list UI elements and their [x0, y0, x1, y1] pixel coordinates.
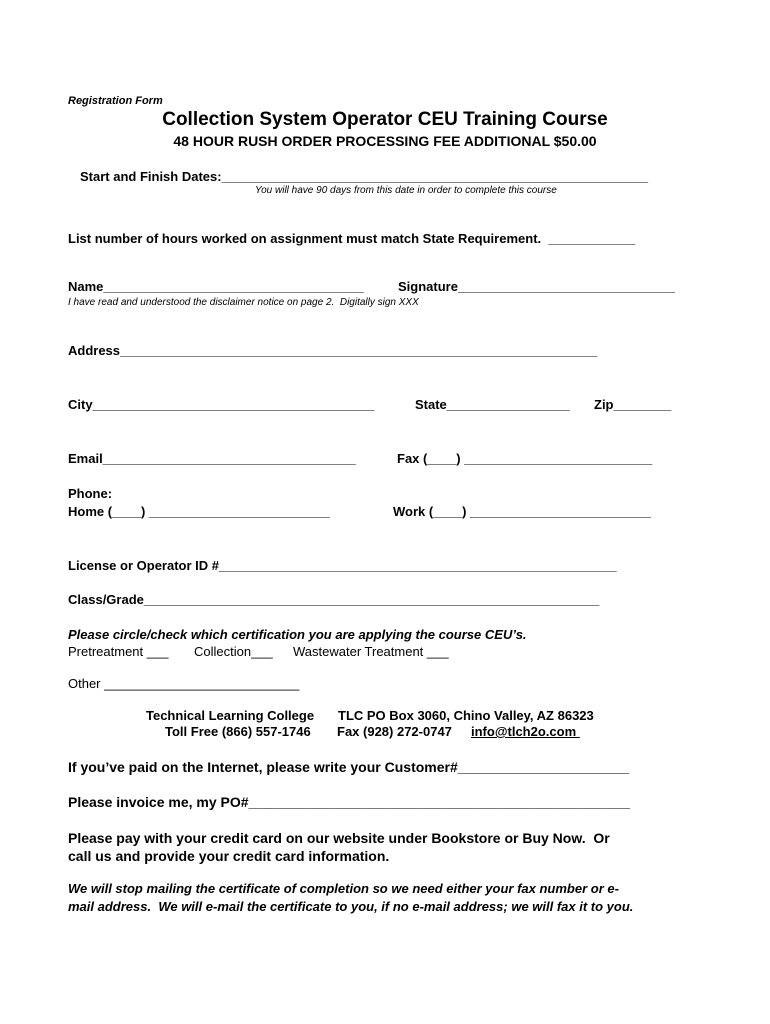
certification-prompt: Please circle/check which certification you are applying the course CEU’s. — [68, 627, 527, 642]
other-option[interactable]: Other ___________________________ — [68, 676, 300, 691]
collection-option[interactable]: Collection___ — [194, 644, 273, 659]
name-field[interactable]: Name____________________________________ — [68, 279, 364, 294]
credit-card-note-line2: call us and provide your credit card information. — [68, 848, 390, 864]
wastewater-option[interactable]: Wastewater Treatment ___ — [293, 644, 449, 659]
po-number-field[interactable]: Please invoice me, my PO#_________________________________________________ — [68, 794, 631, 810]
college-email-link[interactable]: info@tlch2o.com — [471, 724, 580, 739]
start-finish-dates-field[interactable]: Start and Finish Dates:___________________________________________________________ — [80, 169, 649, 184]
phone-label: Phone: — [68, 486, 113, 501]
dates-note: You will have 90 days from this date in order to complete this course — [255, 185, 557, 196]
zip-field[interactable]: Zip________ — [594, 397, 672, 412]
address-field[interactable]: Address__________________________________________________________________ — [68, 343, 598, 358]
city-field[interactable]: City_______________________________________ — [68, 397, 375, 412]
form-label: Registration Form — [68, 95, 163, 107]
pretreatment-option[interactable]: Pretreatment ___ — [68, 644, 169, 659]
license-id-field[interactable]: License or Operator ID #_______________________________________________________ — [68, 558, 617, 573]
college-toll-free: Toll Free (866) 557-1746 — [165, 724, 311, 739]
disclaimer-note: I have read and understood the disclaimer notice on page 2. Digitally sign XXX — [68, 297, 419, 308]
home-phone-field[interactable]: Home (____) _________________________ — [68, 504, 330, 519]
certificate-notice-line1: We will stop mailing the certificate of completion so we need either your fax number or e- — [68, 881, 619, 896]
rush-fee-notice: 48 HOUR RUSH ORDER PROCESSING FEE ADDITIONAL $50.00 — [173, 133, 597, 149]
class-grade-field[interactable]: Class/Grade_______________________________________________________________ — [68, 592, 600, 607]
credit-card-note-line1: Please pay with your credit card on our website under Bookstore or Buy Now. Or — [68, 830, 610, 846]
state-field[interactable]: State_________________ — [415, 397, 570, 412]
page-title: Collection System Operator CEU Training Course — [162, 109, 608, 130]
work-phone-field[interactable]: Work (____) _________________________ — [393, 504, 651, 519]
email-field[interactable]: Email___________________________________ — [68, 451, 356, 466]
signature-field[interactable]: Signature______________________________ — [398, 279, 675, 294]
hours-worked-field[interactable]: List number of hours worked on assignment must match State Requirement. ____________ — [68, 231, 636, 246]
fax-field[interactable]: Fax (____) __________________________ — [397, 451, 653, 466]
certificate-notice-line2: mail address. We will e-mail the certificate to you, if no e-mail address; we will fax it to you. — [68, 899, 634, 914]
college-address: TLC PO Box 3060, Chino Valley, AZ 86323 — [338, 708, 594, 723]
college-fax: Fax (928) 272-0747 — [337, 724, 452, 739]
college-name: Technical Learning College — [146, 708, 315, 723]
customer-number-field[interactable]: If you’ve paid on the Internet, please write your Customer#______________________ — [68, 759, 630, 775]
